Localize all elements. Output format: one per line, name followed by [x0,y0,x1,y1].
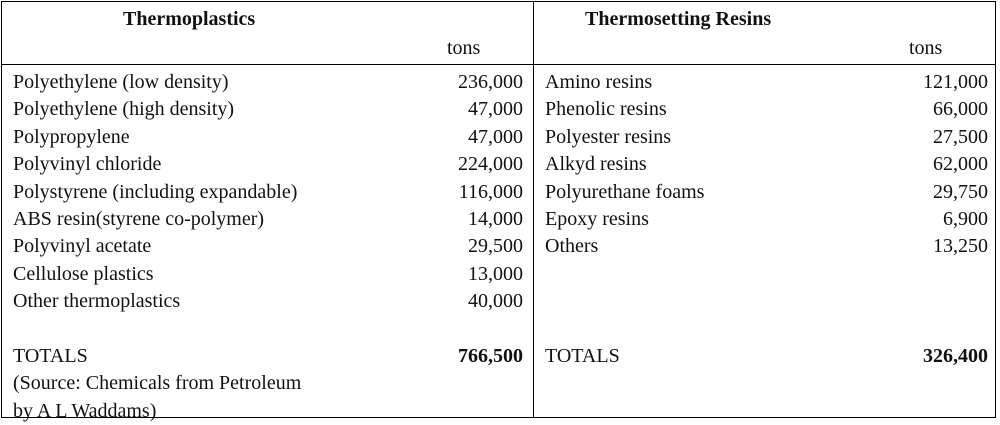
thermoplastics-heading: Thermoplastics [123,8,256,30]
material-name: Polyester resins [545,125,672,148]
totals-row [13,343,523,370]
material-name: Polystyrene (including expandable) [13,180,298,203]
table-row [13,233,523,260]
table-row [545,124,988,151]
table-row [13,69,523,96]
source-note-line2: by A L Waddams) [13,399,157,422]
material-tons: 66,000 [933,98,988,121]
table-row [13,151,523,178]
material-tons: 62,000 [933,153,988,176]
table-row [13,261,523,288]
table-row [545,69,988,96]
totals-value: 326,400 [923,344,988,367]
material-name: Amino resins [545,71,653,93]
material-name: Polyvinyl chloride [13,153,162,176]
material-tons: 14,000 [468,207,523,230]
material-name: Polyethylene (high density) [13,98,235,121]
material-tons: 27,500 [933,125,988,148]
material-tons: 224,000 [458,153,523,176]
material-tons: 121,000 [923,71,988,93]
table-row [13,288,523,315]
material-name: Other thermoplastics [13,290,181,313]
material-name: Phenolic resins [545,98,667,121]
material-name: Epoxy resins [545,207,649,230]
header-divider [2,64,995,65]
table-row [13,96,523,123]
material-tons: 29,750 [933,180,988,203]
material-name: Polypropylene [13,125,130,148]
material-tons: 236,000 [458,71,523,93]
source-note-line1: (Source: Chemicals from Petroleum [13,372,302,395]
table-row [545,96,988,123]
material-tons: 29,500 [468,235,523,258]
material-tons: 116,000 [458,180,523,203]
plastics-production-table [1,1,996,422]
thermoplastics-list [13,69,523,425]
table-row [545,179,988,206]
material-tons: 47,000 [468,98,523,121]
material-tons: 13,000 [468,262,523,285]
material-name: Alkyd resins [545,153,647,176]
material-tons: 13,250 [933,235,988,258]
table-row [13,179,523,206]
material-name: Polyethylene (low density) [13,71,229,93]
thermosetting-list [545,69,988,370]
table-row [545,206,988,233]
material-name: ABS resin(styrene co-polymer) [13,207,265,230]
table-row [545,151,988,178]
thermosetting-heading: Thermosetting Resins [585,8,772,30]
material-tons: 6,900 [943,207,988,230]
material-name: Polyurethane foams [545,180,705,203]
totals-label: TOTALS [13,344,88,367]
material-name: Polyvinyl acetate [13,235,152,258]
table-row [545,233,988,260]
totals-value: 766,500 [458,344,523,367]
table-row [13,124,523,151]
thermoplastics-unit: tons [447,37,481,59]
material-tons: 40,000 [468,290,523,313]
material-name: Others [545,235,599,258]
table-row [13,206,523,233]
thermosetting-unit: tons [909,37,943,59]
material-name: Cellulose plastics [13,262,154,285]
totals-row [545,343,988,370]
material-tons: 47,000 [468,125,523,148]
totals-label: TOTALS [545,344,620,367]
